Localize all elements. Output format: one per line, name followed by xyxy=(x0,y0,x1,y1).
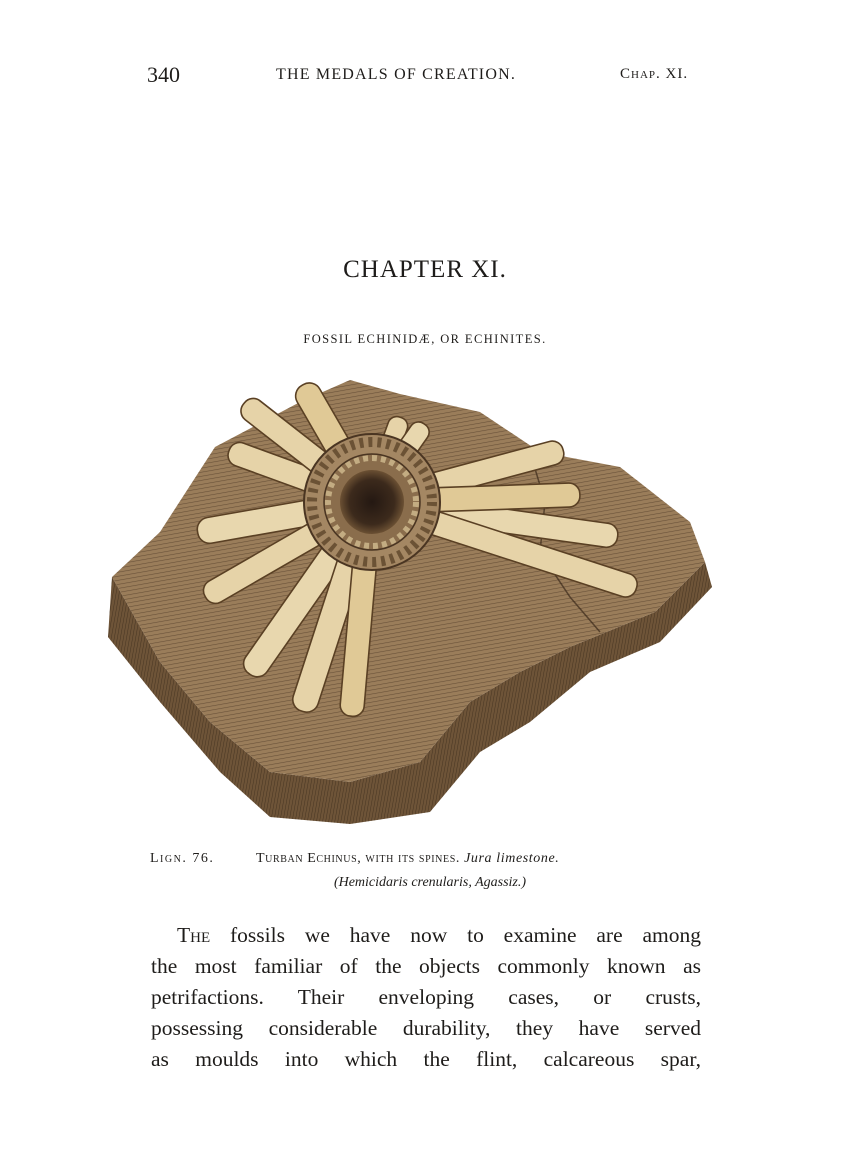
caption-text xyxy=(256,851,559,867)
running-head xyxy=(0,62,850,88)
figure-label: Lign. 76. xyxy=(150,851,215,866)
body-line: as moulds into which the flint, calcareous spar, xyxy=(151,1047,701,1071)
echinus-illustration xyxy=(100,372,720,832)
caption-main: Turban Echinus, with its spines. xyxy=(256,851,460,866)
body-line: possessing considerable durability, they have served xyxy=(151,1016,701,1040)
body-line: the most familiar of the objects commonly known as xyxy=(151,954,701,978)
caption-locality: Jura limestone. xyxy=(464,851,560,866)
body-line: The fossils we have now to examine are among xyxy=(177,923,701,947)
body-line: petrifactions. Their enveloping cases, or crusts, xyxy=(151,985,701,1009)
running-title: THE MEDALS OF CREATION. xyxy=(276,66,517,83)
page-number: 340 xyxy=(147,62,180,87)
lead-word: The xyxy=(177,923,211,947)
chapter-title: CHAPTER XI. xyxy=(343,256,507,283)
echinus-test xyxy=(304,434,440,570)
caption-species: (Hemicidaris crenularis, Agassiz.) xyxy=(333,875,527,890)
fossil-echinus-engraving xyxy=(100,372,720,832)
running-chapter: Chap. XI. xyxy=(620,66,689,82)
chapter-subtitle: FOSSIL ECHINIDÆ, OR ECHINITES. xyxy=(303,332,547,346)
body-text xyxy=(151,920,701,1075)
